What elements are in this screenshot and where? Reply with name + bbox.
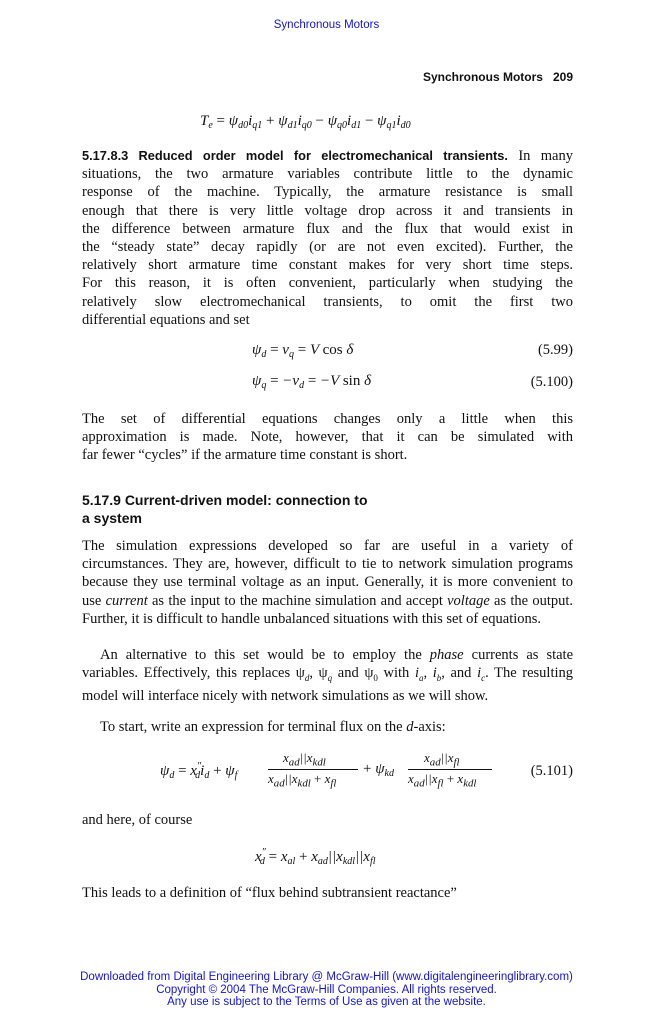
running-title: Synchronous Motors	[422, 70, 543, 84]
top-link[interactable]: Synchronous Motors	[273, 19, 380, 31]
running-head	[423, 70, 573, 84]
leads-text: This leads to a definition of “flux behind subtransient reactance”	[82, 885, 457, 901]
footer-download-link[interactable]: Downloaded from Digital Engineering Library @ McGraw-Hill (www.digitalengineeringlibrary.com)	[80, 971, 573, 983]
footer-terms-link[interactable]: Any use is subject to the Terms of Use as given at the website.	[167, 996, 486, 1008]
section-5-17-8-3-paragraph: 5.17.8.3 Reduced order model for electromechanical transients. In many situations, the two armature variables contribute little to the dynamic response of the machine. Typically, the armature resistance is small enough that there is very little voltage drop across it and transients in the difference between armature flux and the flux that would exist in the “steady state” decay rapidly (or are not even excited). Further, the relatively short armature time constant makes for very short time steps. For this reason, it is often convenient, particularly when studying the relatively slow electromechanical transients, to omit the first two differential equations and set	[82, 148, 573, 328]
alternative-paragraph: An alternative to this set would be to employ the phase currents as state variables. Effectively, this replaces $\psi_d$, $\psi_q$ and $\psi_0$ with $i_a$, $i_b$, and $i_c$. The resulting model will interface nicely with network simulations as we will show.	[82, 647, 574, 705]
footer-copyright: Copyright © 2004 The McGraw-Hill Companies. All rights reserved.	[156, 983, 497, 996]
torque-equation: $T_e = \psi_{d0}i_{q1} + \psi_{d1}i_{q0} - \psi_{q0}i_{d1} - \psi_{q1}i_{d0}$	[200, 113, 411, 131]
simulation-paragraph: The simulation expressions developed so far are useful in a variety of circumstances. They are, however, difficult to tie to network simulation programs because they use terminal voltage as an input. Generally, it is more convenient to use current as the input to the machine simulation and accept voltage as the output. Further, it is difficult to handle unbalanced situations with this set of equations.	[82, 538, 574, 627]
section-5-17-8-3-heading: 5.17.8.3 Reduced order model for electromechanical transients.	[82, 148, 508, 163]
equation-5-99-number: (5.99)	[537, 342, 573, 358]
equation-5-101-number: (5.101)	[530, 763, 573, 779]
section-5-17-9-heading: 5.17.9 Current-driven model: connection to a system	[82, 492, 368, 526]
equation-5-100-number: (5.100)	[530, 374, 573, 390]
page: Synchronous Motors Synchronous Motors 209 $T_e = \psi_{d0}i_{q1} + \psi_{d1}i_{q0} - \psi_{q0}i_{d1} - \psi_{q1}i_{d0}$ 5.17.8.3 Reduced order model for electromechanical transients. In many situations, the two armature variables contribute little to the dynamic response of the machine. Typically, the armature resistance is small enough that there is very little voltage drop across it and transients in the difference between armature flux and the flux that would exist in the “steady state” decay rapidly (or are not even excited). Further, the relatively short armature time constant makes for very short time steps. For this reason, it is often convenient, particularly when studying the relatively slow electromechanical transients, to omit the first two differential equations and set $\psi_d = v_q = V$ cos δ (5.99) $\psi_q = -v_d = -V$ sin δ (5.100) The set of differential equations changes only a little when this approximation is made. Note, however, that it can be simulated with far fewer “cycles” if the armature time constant is short. 5.17.9 Current-driven model: connection to a system The simulation expressions developed so far are useful in a variety of circumstances. They are, however, difficult to tie to network simulation programs because they use terminal voltage as an input. Generally, it is more convenient to use current as the input to the machine simulation and accept voltage as the output. Further, it is difficult to handle unbalanced situations with this set of equations. An alternative to this set would be to employ the phase currents as state variables. Effectively, this replaces $\psi_d$, $\psi_q$ and $\psi_0$ with $i_a$, $i_b$, and $i_c$. The resulting model will interface nicely with network simulations as we will show. To start, write an expression for terminal flux on the d-axis: $\psi_d = x''_di_d + \psi_f$ $x_{ad}||x_{kdl}$ $x_{ad}||x_{kdl} + x_{fl}$ + $\psi_{kd}$ $x_{ad}||x_{fl}$ $x_{ad}||x_{fl} + x_{kdl}$ (5.101) and here, of course $x''_d = x_{al} + x_{ad}||x_{kdl}||x_{fl}$ This leads to a definition of “flux behind subtransient reactance” Downloaded from Digital Engineering Library @ McGraw-Hill (www.digitalengineeringlibrary.com) Copyright © 2004 The McGraw-Hill Companies. All rights reserved. Any use is subject to the Terms of Use as given at the website.	[0, 0, 653, 1024]
subtransient-reactance-equation: $x''_d = x_{al} + x_{ad}||x_{kdl}||x_{fl}$	[255, 847, 376, 867]
terminal-flux-paragraph: To start, write an expression for terminal flux on the d-axis:	[100, 719, 446, 735]
footer	[0, 971, 653, 1009]
page-number: 209	[552, 70, 573, 84]
and-here-text: and here, of course	[82, 812, 193, 828]
equation-5-100: $\psi_q = -v_d = -V$ sin δ	[252, 373, 372, 391]
equation-5-99: $\psi_d = v_q = V$ cos δ	[252, 342, 354, 360]
approximation-paragraph: The set of differential equations changes only a little when this approximation is made. Note, however, that it can be simulated with far fewer “cycles” if the armature time constant is short.	[82, 411, 573, 464]
